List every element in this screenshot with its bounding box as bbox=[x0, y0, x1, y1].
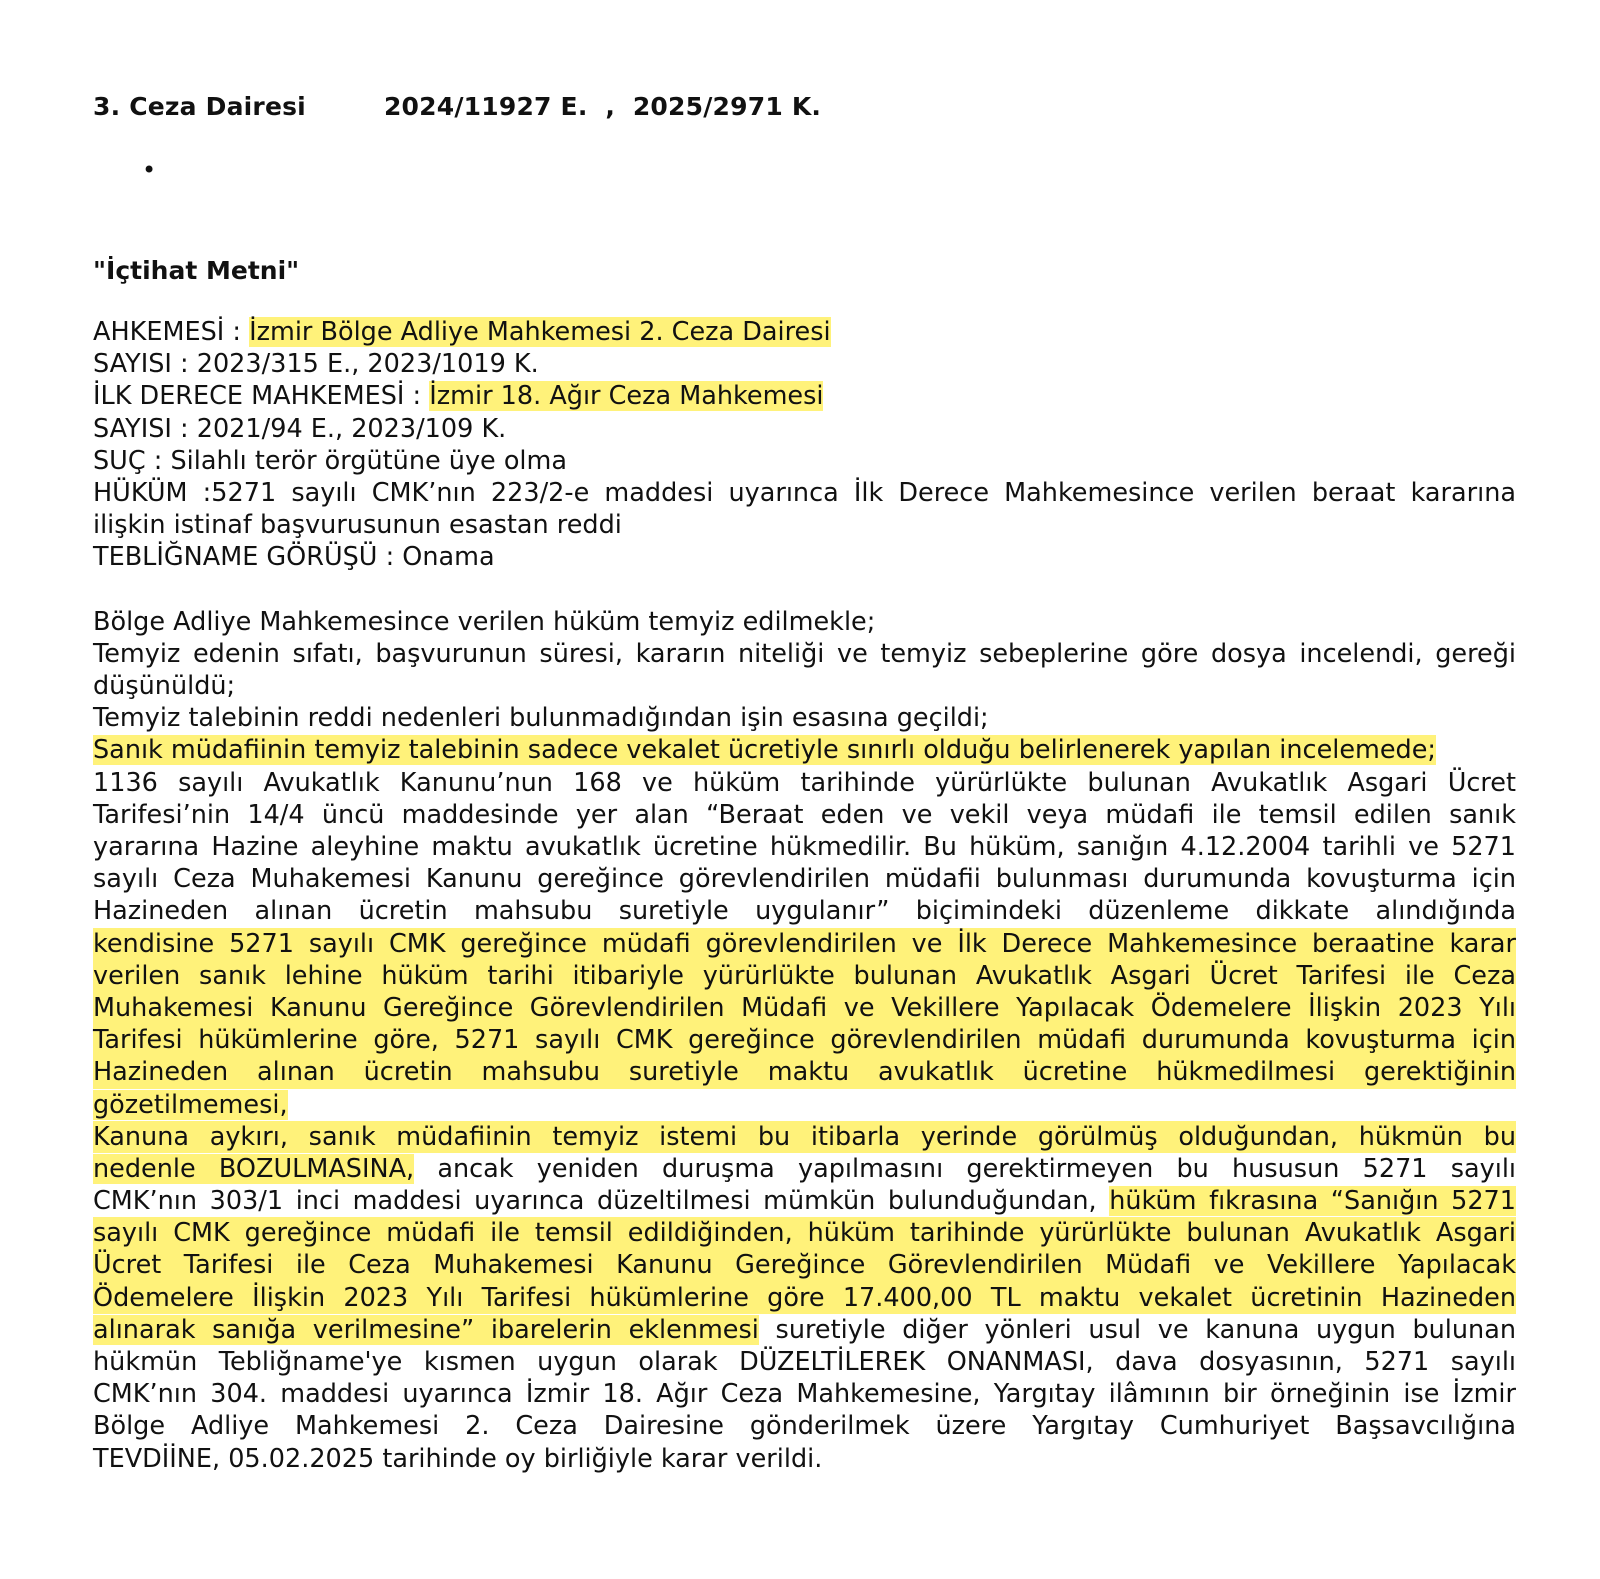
text-line-highlighted: Ücret Tarifesi ile Ceza Muhakemesi Kanunu Gereğince Görevlendirilen Müdafi ve Vekillere Yapılacak bbox=[93, 1250, 1516, 1281]
text-line: sayılı Ceza Muhakemesi Kanunu gereğince görevlendirilen müdafii bulunması durumunda kovuşturma için bbox=[93, 864, 1516, 895]
text-line: TEVDİİNE, 05.02.2025 tarihinde oy birliğiyle karar verildi. bbox=[93, 1443, 823, 1474]
meta-line-verdict: HÜKÜM :5271 sayılı CMK’nın 223/2-e maddesi uyarınca İlk Derece Mahkemesince verilen beraat kararına bbox=[93, 477, 1516, 508]
highlighted-text: hüküm fıkrasına “Sanığın 5271 bbox=[1109, 1186, 1516, 1217]
meta-line-number: SAYISI : 2023/315 E., 2023/1019 K. bbox=[93, 349, 539, 380]
bullet-point: • bbox=[142, 156, 157, 184]
chamber-name: 3. Ceza Dairesi bbox=[93, 92, 306, 121]
highlighted-text: gözetilmemesi, bbox=[93, 1089, 288, 1120]
paragraph-gap bbox=[93, 574, 1516, 606]
text-line: düşünüldü; bbox=[93, 671, 236, 702]
text-line-highlighted bbox=[93, 1089, 1516, 1121]
text-line-highlighted: kendisine 5271 sayılı CMK gereğince müdafi görevlendirilen ve İlk Derece Mahkemesince beraatine karar bbox=[93, 928, 1516, 959]
plain-text: suretiyle diğer yönleri usul ve kanuna uygun bulunan bbox=[758, 1314, 1516, 1345]
text-line-highlighted: Muhakemesi Kanunu Gereğince Görevlendirilen Müdafi ve Vekillere Yapılacak Ödemelere İlişkin 2023 Yılı bbox=[93, 992, 1516, 1023]
document-title: "İçtihat Metni" bbox=[93, 256, 300, 285]
text-line: Hazineden alınan ücretin mahsubu suretiyle uygulanır” biçimindeki düzenleme dikkate alındığında bbox=[93, 896, 1516, 927]
text-line-mixed bbox=[93, 1153, 1516, 1185]
text-line: Bölge Adliye Mahkemesi 2. Ceza Dairesine gönderilmek üzere Yargıtay Cumhuriyet Başsavcılığına bbox=[93, 1411, 1516, 1442]
plain-text: CMK’nın 303/1 inci maddesi uyarınca düzeltilmesi mümkün bulunduğundan, bbox=[93, 1186, 1110, 1217]
highlighted-text: İzmir Bölge Adliye Mahkemesi 2. Ceza Dairesi bbox=[249, 317, 831, 347]
meta-line-crime: SUÇ : Silahlı terör örgütüne üye olma bbox=[93, 445, 567, 476]
text-line: Bölge Adliye Mahkemesince verilen hüküm temyiz edilmekle; bbox=[93, 606, 876, 637]
plain-text: ancak yeniden duruşma yapılmasını gerektirmeyen bu hususun 5271 sayılı bbox=[414, 1153, 1517, 1184]
text-line: Temyiz talebinin reddi nedenleri bulunmadığından işin esasına geçildi; bbox=[93, 703, 989, 734]
highlighted-text: İzmir 18. Ağır Ceza Mahkemesi bbox=[429, 381, 824, 412]
text-line-mixed bbox=[93, 1185, 1516, 1217]
meta-line-verdict-cont: ilişkin istinaf başvurusunun esastan reddi bbox=[93, 510, 622, 541]
text-line-highlighted: sayılı CMK gereğince müdafi ile temsil edildiğinden, hüküm tarihinde yürürlükte bulunan Avukatlık Asgari bbox=[93, 1218, 1516, 1249]
highlighted-text: nedenle BOZULMASINA, bbox=[93, 1153, 415, 1184]
text-line: Tarifesi’nin 14/4 üncü maddesinde yer alan “Beraat eden ve vekil veya müdafi ile temsil edilen sanık bbox=[93, 799, 1516, 830]
text-line-mixed bbox=[93, 1314, 1516, 1346]
highlighted-text: Sanık müdafiinin temyiz talebinin sadece vekalet ücretiyle sınırlı olduğu belirlenerek yapılan incelemede; bbox=[93, 735, 1437, 766]
meta-line-opinion: TEBLİĞNAME GÖRÜŞÜ : Onama bbox=[93, 542, 495, 573]
meta-line-first-court bbox=[93, 380, 1516, 412]
meta-label: AHKEMESİ : bbox=[93, 317, 250, 347]
text-line: Temyiz edenin sıfatı, başvurunun süresi, kararın niteliği ve temyiz sebeplerine göre dosya incelendi, gereği bbox=[93, 638, 1516, 669]
text-line-highlighted: Kanuna aykırı, sanık müdafiinin temyiz istemi bu itibarla yerinde görülmüş olduğundan, hükmün bu bbox=[93, 1121, 1516, 1152]
text-line: CMK’nın 304. maddesi uyarınca İzmir 18. Ağır Ceza Mahkemesine, Yargıtay ilâmının bir örneğinin ise İzmir bbox=[93, 1379, 1516, 1410]
text-line: hükmün Tebliğname'ye kısmen uygun olarak DÜZELTİLEREK ONANMASI, dava dosyasının, 5271 sayılı bbox=[93, 1347, 1516, 1377]
document-header bbox=[93, 92, 821, 121]
text-line-highlighted: verilen sanık lehine hüküm tarihi itibariyle yürürlükte bulunan Avukatlık Asgari Ücret Tarifesi ile Ceza bbox=[93, 960, 1516, 991]
meta-label: İLK DERECE MAHKEMESİ : bbox=[93, 381, 430, 412]
highlighted-text: alınarak sanığa verilmesine” ibarelerin eklenmesi bbox=[93, 1314, 759, 1345]
text-line-highlighted bbox=[93, 734, 1516, 766]
document-body bbox=[93, 316, 1516, 1475]
text-line-highlighted: Tarifesi hükümlerine göre, 5271 sayılı CMK gereğince görevlendirilen müdafi durumunda kovuşturma için bbox=[93, 1025, 1516, 1056]
meta-line-court bbox=[93, 316, 1516, 348]
text-line: yararına Hazine aleyhine maktu avukatlık ücretine hükmedilir. Bu hüküm, sanığın 4.12.2004 tarihli ve 5271 bbox=[93, 832, 1516, 862]
text-line: 1136 sayılı Avukatlık Kanunu’nun 168 ve hüküm tarihinde yürürlükte bulunan Avukatlık Asgari Ücret bbox=[93, 767, 1516, 798]
text-line-highlighted: Ödemelere İlişkin 2023 Yılı Tarifesi hükümlerine göre 17.400,00 TL maktu vekalet ücretinin Hazineden bbox=[93, 1282, 1516, 1313]
case-number: 2024/11927 E. , 2025/2971 K. bbox=[383, 92, 822, 121]
meta-line-number: SAYISI : 2021/94 E., 2023/109 K. bbox=[93, 413, 507, 444]
text-line-highlighted: Hazineden alınan ücretin mahsubu suretiyle maktu avukatlık ücretine hükmedilmesi gerektiğinin bbox=[93, 1057, 1516, 1088]
